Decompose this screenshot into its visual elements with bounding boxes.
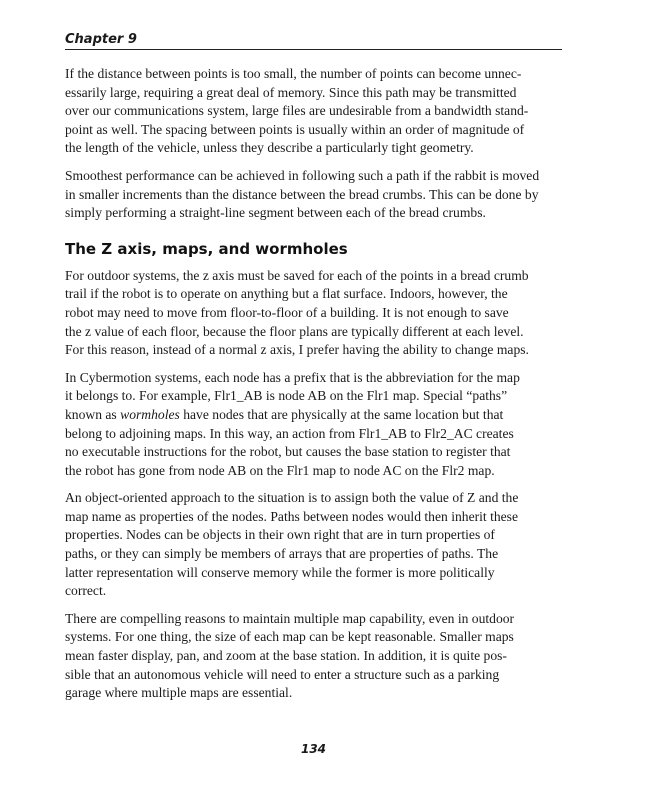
text-line: systems. For one thing, the size of each map can be kept reasonable. Smaller maps xyxy=(65,629,514,645)
text-line: no executable instructions for the robot, but causes the base station to register that xyxy=(65,444,511,460)
text-line: garage where multiple maps are essential. xyxy=(65,685,293,701)
text-line: robot may need to move from floor-to-floor of a building. It is not enough to save xyxy=(65,304,509,320)
text-line: paths, or they can simply be members of arrays that are properties of paths. The xyxy=(65,546,499,562)
paragraph-multiple-maps xyxy=(65,610,562,703)
text-line: For this reason, instead of a normal z axis, I prefer having the ability to change maps. xyxy=(65,342,529,358)
text-line: properties. Nodes can be objects in their own right that are in turn properties of xyxy=(65,527,495,543)
text-line: in smaller increments than the distance between the bread crumbs. This can be done by xyxy=(65,186,539,202)
text-line: In Cybermotion systems, each node has a prefix that is the abbreviation for the map xyxy=(65,369,520,385)
text-line: the length of the vehicle, unless they describe a particularly tight geometry. xyxy=(65,140,474,156)
text-line: An object-oriented approach to the situation is to assign both the value of Z and the xyxy=(65,490,519,506)
text-line: trail if the robot is to operate on anything but a flat surface. Indoors, however, the xyxy=(65,286,508,302)
section-heading: The Z axis, maps, and wormholes xyxy=(65,239,348,258)
text-line: sible that an autonomous vehicle will need to enter a structure such as a parking xyxy=(65,666,500,682)
text-line: correct. xyxy=(65,583,107,599)
text-line: belong to adjoining maps. In this way, an action from Flr1_AB to Flr2_AC creates xyxy=(65,425,514,441)
text-line: the robot has gone from node AB on the Flr1 map to node AC on the Flr2 map. xyxy=(65,462,495,478)
paragraph-cybermotion xyxy=(65,369,562,481)
text-line: map name as properties of the nodes. Paths between nodes would then inherit these xyxy=(65,508,519,524)
wormholes-term: wormholes xyxy=(120,406,180,422)
page-number: 134 xyxy=(300,742,327,756)
text-line: the z value of each floor, because the floor plans are typically different at each level. xyxy=(65,323,524,339)
book-page xyxy=(65,0,562,800)
paragraph-outdoor-systems xyxy=(65,267,562,360)
paragraph-smoothest-performance xyxy=(65,167,562,223)
text-line: simply performing a straight-line segment between each of the bread crumbs. xyxy=(65,205,486,221)
text-line: mean faster display, pan, and zoom at the base station. In addition, it is quite pos- xyxy=(65,648,507,664)
text-line: For outdoor systems, the z axis must be saved for each of the points in a bread crumb xyxy=(65,267,529,283)
text-line: If the distance between points is too small, the number of points can become unnec- xyxy=(65,66,522,81)
paragraph-point-spacing xyxy=(65,65,562,158)
text-line: essarily large, requiring a great deal of memory. Since this path may be transmitted xyxy=(65,84,517,100)
text-line: it belongs to. For example, Flr1_AB is node AB on the Flr1 map. Special “paths” xyxy=(65,388,508,404)
text-line: There are compelling reasons to maintain multiple map capability, even in outdoor xyxy=(65,610,515,626)
chapter-header: Chapter 9 xyxy=(65,31,562,50)
text-line: point as well. The spacing between points is usually within an order of magnitude of xyxy=(65,121,525,137)
paragraph-object-oriented xyxy=(65,489,562,601)
body-text xyxy=(65,65,562,712)
text-line: over our communications system, large files are undesirable from a bandwidth stand- xyxy=(65,103,529,119)
text-line: latter representation will conserve memory while the former is more politically xyxy=(65,564,495,580)
text-line-wormholes: known as wormholes have nodes that are physically at the same location but that xyxy=(65,406,504,422)
text-line: Smoothest performance can be achieved in following such a path if the rabbit is moved xyxy=(65,167,540,183)
